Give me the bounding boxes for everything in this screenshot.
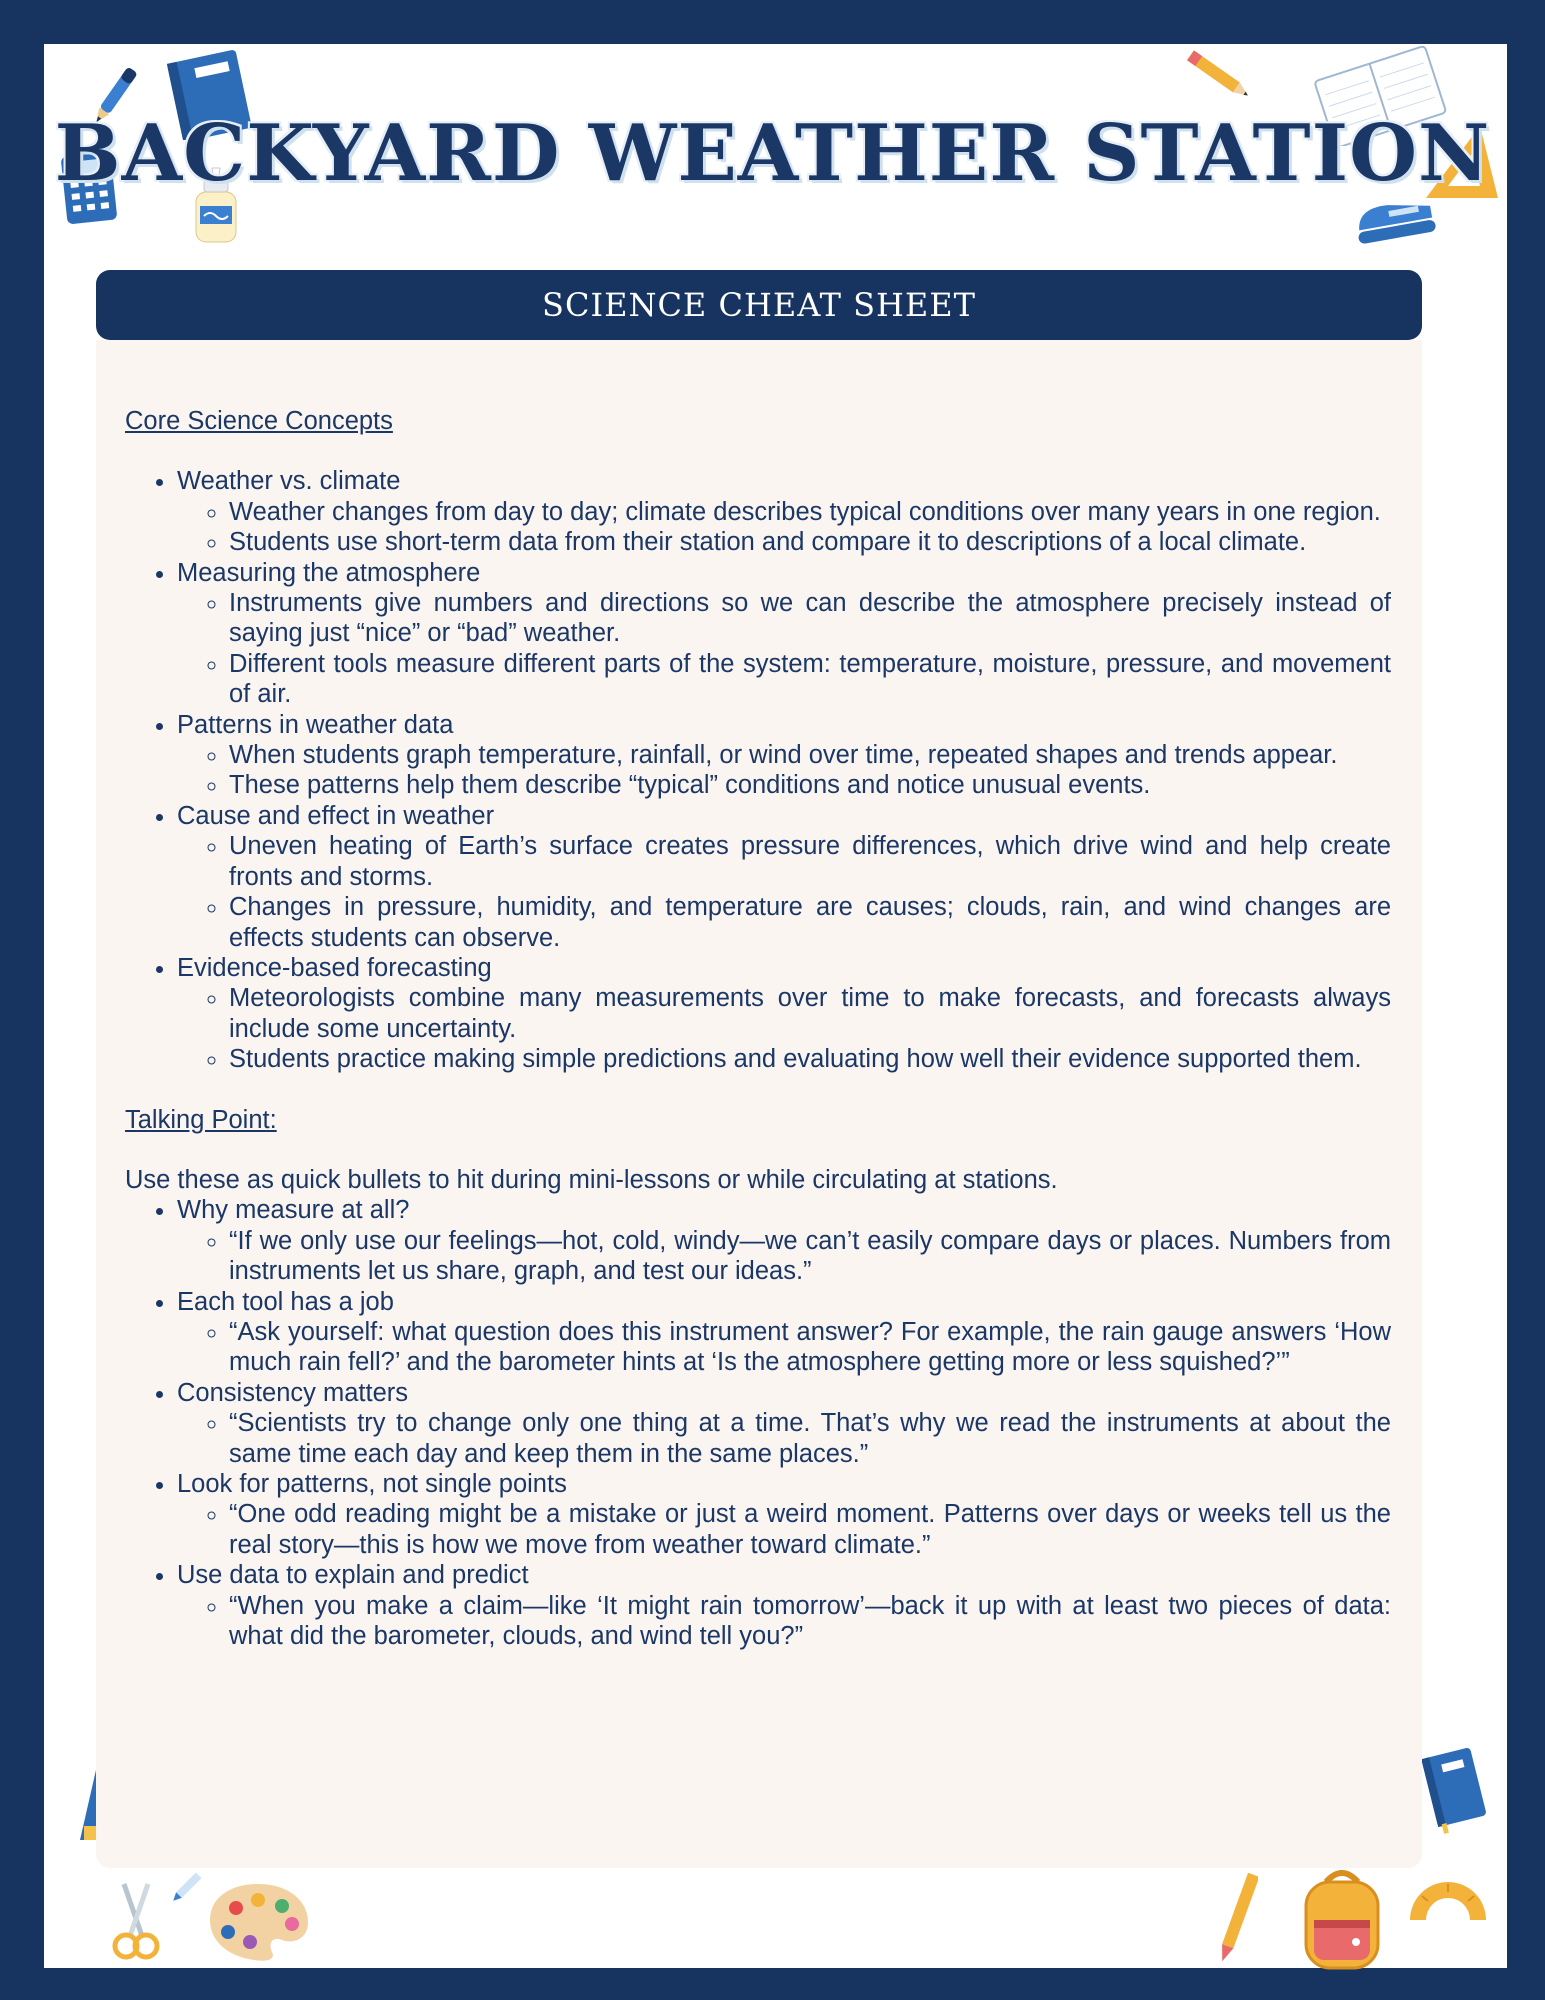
sub-item: ◦ “Ask yourself: what question does this instrument answer? For example, the rain gauge answers ‘How much rain fell?’ and the barometer hints at ‘Is the atmosphere getting more or less squished?’” bbox=[229, 1317, 1391, 1378]
pencil-icon bbox=[1180, 46, 1260, 106]
list-item: • Consistency matters ◦ “Scientists try to change only one thing at a time. That’s why we read the instruments at about the same time each day and keep them in the same places.” bbox=[177, 1378, 1391, 1469]
backpack-icon bbox=[1296, 1868, 1388, 1972]
pen-icon bbox=[166, 1868, 206, 1908]
sub-item: ◦ When students graph temperature, rainfall, or wind over time, repeated shapes and trends appear. bbox=[229, 740, 1391, 770]
list-item: • Each tool has a job ◦ “Ask yourself: what question does this instrument answer? For example, the rain gauge answers ‘How much rain fell?’ and the barometer hints at ‘Is the atmosphere getting more or less squished?’” bbox=[177, 1287, 1391, 1378]
list-item: • Cause and effect in weather ◦ Uneven heating of Earth’s surface creates pressure differences, which drive wind and help create fronts and storms. ◦ Changes in pressure, humidity, and temperature are causes; clouds, rain, and wind changes are effects students can observe. bbox=[177, 801, 1391, 953]
sub-item: ◦ Students practice making simple predictions and evaluating how well their evidence supported them. bbox=[229, 1044, 1391, 1074]
page-title: BACKYARD WEATHER STATION bbox=[54, 108, 1491, 199]
talking-point-list bbox=[125, 1195, 1391, 1651]
talking-point-heading: Talking Point: bbox=[125, 1105, 277, 1134]
list-item: • Why measure at all? ◦ “If we only use our feelings—hot, cold, windy—we can’t easily compare days or places. Numbers from instruments let us share, graph, and test our ideas.” bbox=[177, 1195, 1391, 1286]
stapler-icon bbox=[1350, 194, 1440, 246]
sub-item: ◦ “If we only use our feelings—hot, cold, windy—we can’t easily compare days or places. Numbers from instruments let us share, graph, and test our ideas.” bbox=[229, 1226, 1391, 1287]
sub-item: ◦ “When you make a claim—like ‘It might rain tomorrow’—back it up with at least two pieces of data: what did the barometer, clouds, and wind tell you?” bbox=[229, 1591, 1391, 1652]
content bbox=[125, 406, 1391, 1651]
core-concepts-heading: Core Science Concepts bbox=[125, 407, 393, 435]
palette-icon bbox=[206, 1880, 312, 1964]
list-item: • Patterns in weather data ◦ When students graph temperature, rainfall, or wind over time, repeated shapes and trends appear. ◦ These patterns help them describe “typical” conditions and notice unusual events. bbox=[177, 710, 1391, 801]
list-item: • Look for patterns, not single points ◦ “One odd reading might be a mistake or just a weird moment. Patterns over days or weeks tell us the real story—this is how we move from weather toward climate.” bbox=[177, 1469, 1391, 1560]
scissors-icon bbox=[106, 1880, 166, 1962]
sub-item: ◦ “Scientists try to change only one thing at a time. That’s why we read the instruments at about the same time each day and keep them in the same places.” bbox=[229, 1408, 1391, 1469]
list-item: • Evidence-based forecasting ◦ Meteorologists combine many measurements over time to make forecasts, and forecasts always include some uncertainty. ◦ Students practice making simple predictions and evaluating how well their evidence supported them. bbox=[177, 953, 1391, 1075]
list-item: • Use data to explain and predict ◦ “When you make a claim—like ‘It might rain tomorrow’—back it up with at least two pieces of data: what did the barometer, clouds, and wind tell you?” bbox=[177, 1560, 1391, 1651]
sub-item: ◦ These patterns help them describe “typical” conditions and notice unusual events. bbox=[229, 770, 1391, 800]
talking-point-intro: Use these as quick bullets to hit during mini-lessons or while circulating at stations. bbox=[125, 1165, 1058, 1194]
book-icon bbox=[1420, 1746, 1490, 1836]
sub-item: ◦ Students use short-term data from their station and compare it to descriptions of a local climate. bbox=[229, 527, 1391, 557]
sub-item: ◦ Changes in pressure, humidity, and temperature are causes; clouds, rain, and wind changes are effects students can observe. bbox=[229, 892, 1391, 953]
sub-item: ◦ Uneven heating of Earth’s surface creates pressure differences, which drive wind and help create fronts and storms. bbox=[229, 831, 1391, 892]
list-item: • Measuring the atmosphere ◦ Instruments give numbers and directions so we can describe the atmosphere precisely instead of saying just “nice” or “bad” weather. ◦ Different tools measure different parts of the system: temperature, moisture, pressure, and movement of air. bbox=[177, 558, 1391, 710]
core-concepts-list bbox=[125, 466, 1391, 1074]
section-banner: SCIENCE CHEAT SHEET bbox=[96, 270, 1422, 340]
sub-item: ◦ Different tools measure different parts of the system: temperature, moisture, pressure, and movement of air. bbox=[229, 649, 1391, 710]
sub-item: ◦ Instruments give numbers and directions so we can describe the atmosphere precisely instead of saying just “nice” or “bad” weather. bbox=[229, 588, 1391, 649]
pencil-icon bbox=[1218, 1870, 1258, 1966]
protractor-icon bbox=[1406, 1870, 1490, 1926]
sub-item: ◦ “One odd reading might be a mistake or just a weird moment. Patterns over days or weeks tell us the real story—this is how we move from weather toward climate.” bbox=[229, 1499, 1391, 1560]
sub-item: ◦ Weather changes from day to day; climate describes typical conditions over many years in one region. bbox=[229, 497, 1391, 527]
sub-item: ◦ Meteorologists combine many measurements over time to make forecasts, and forecasts always include some uncertainty. bbox=[229, 983, 1391, 1044]
list-item: • Weather vs. climate ◦ Weather changes from day to day; climate describes typical conditions over many years in one region. ◦ Students use short-term data from their station and compare it to descriptions of a local climate. bbox=[177, 466, 1391, 557]
